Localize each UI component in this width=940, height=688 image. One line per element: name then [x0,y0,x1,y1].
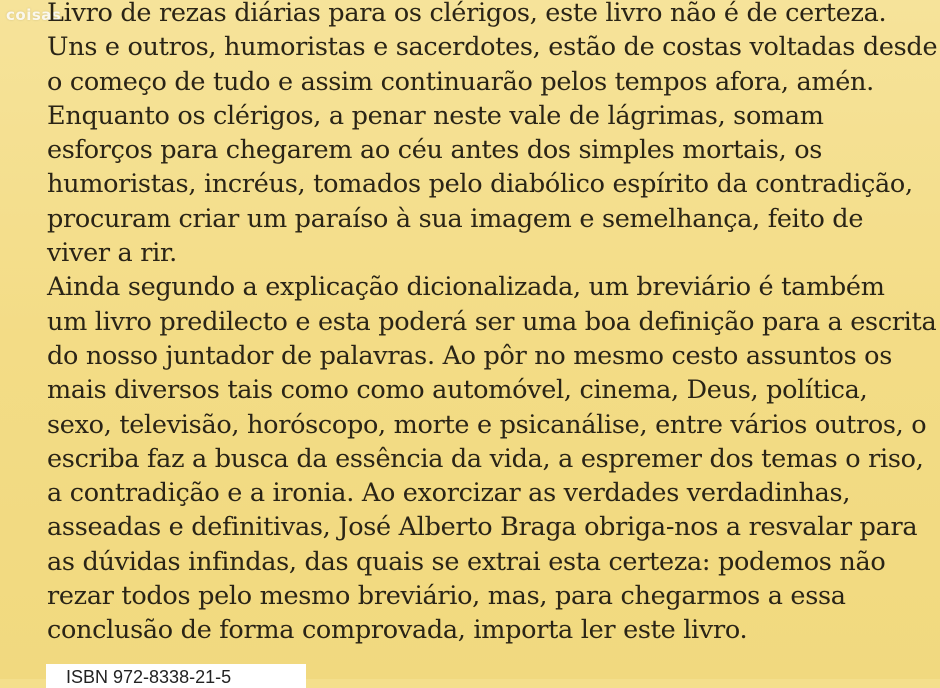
text-line: do nosso juntador de palavras. Ao pôr no mesmo cesto assuntos os [47,340,892,371]
isbn-text: ISBN 972-8338-21-5 [66,667,232,687]
blurb-text [47,0,938,648]
text-line: as dúvidas infindas, das quais se extrai esta certeza: podemos não [47,546,886,577]
text-line: Uns e outros, humoristas e sacerdotes, estão de costas voltadas desde [47,32,938,63]
text-line: procuram criar um paraíso à sua imagem e semelhança, feito de [47,203,864,234]
text-line: esforços para chegarem ao céu antes dos simples mortais, os [47,135,823,166]
text-line: viver a rir. [47,238,177,269]
text-line: Ainda segundo a explicação dicionalizada, um breviário é também [47,272,885,303]
text-line: escriba faz a busca da essência da vida, a espremer dos temas o riso, [47,443,924,474]
text-line: Enquanto os clérigos, a penar neste vale de lágrimas, somam [47,100,824,131]
text-line: asseadas e definitivas, José Alberto Braga obriga-nos a resvalar para [47,512,918,543]
text-line: o começo de tudo e assim continuarão pelos tempos afora, amén. [47,66,874,97]
text-line: conclusão de forma comprovada, importa ler este livro. [47,615,748,646]
text-line: a contradição e a ironia. Ao exorcizar as verdades verdadinhas, [47,478,851,509]
text-line: sexo, televisão, horóscopo, morte e psicanálise, entre vários outros, o [47,409,927,440]
isbn-label [46,664,306,688]
text-line: Livro de rezas diárias para os clérigos, este livro não é de certeza. [47,0,887,28]
text-line: rezar todos pelo mesmo breviário, mas, para chegarmos a essa [47,581,846,612]
text-line: um livro predilecto e esta poderá ser uma boa definição para a escrita [47,306,937,337]
watermark-logo: coisas [6,6,62,24]
text-line: humoristas, incréus, tomados pelo diabólico espírito da contradição, [47,169,913,200]
text-line: mais diversos tais como como automóvel, cinema, Deus, política, [47,375,868,406]
